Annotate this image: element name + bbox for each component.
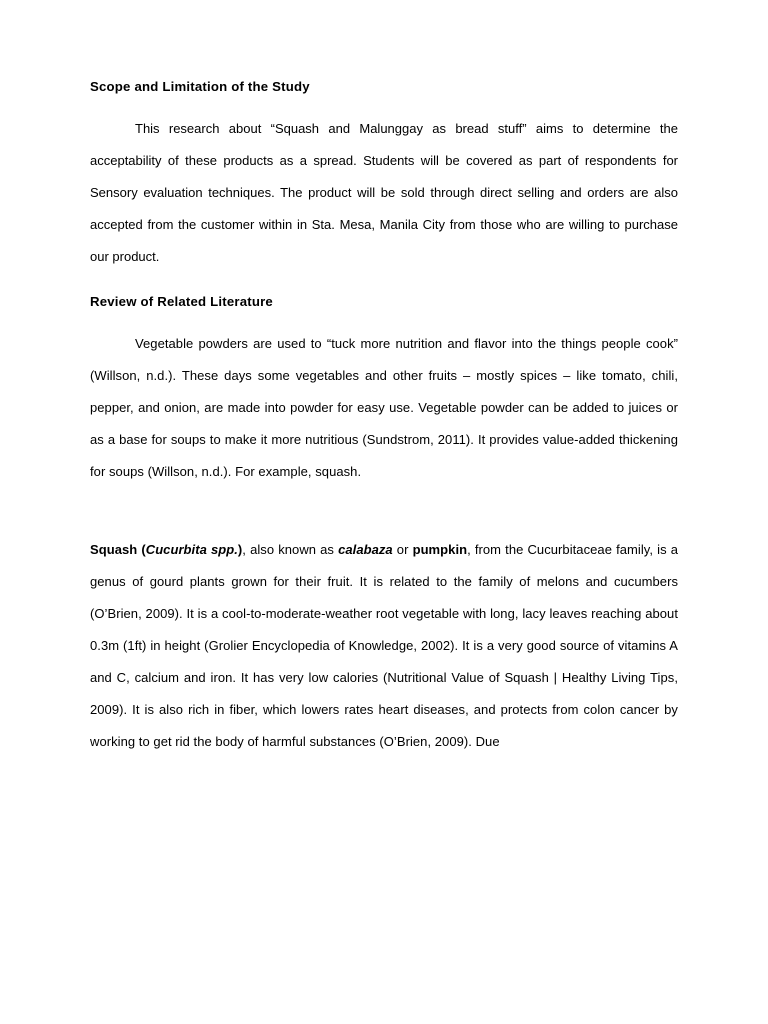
squash-term-close: ) bbox=[237, 542, 243, 558]
paragraph-squash bbox=[90, 534, 678, 758]
squash-text-a: , also known as bbox=[242, 542, 339, 558]
squash-alias-calabaza: calabaza bbox=[338, 542, 393, 558]
paragraph-vegetable-powders: Vegetable powders are used to “tuck more nutrition and flavor into the things people cook” (Willson, n.d.). These days some vegetables and other fruits – mostly spices – like tomato, chili, pepper, and onion, are made into powder for easy use. Vegetable powder can be added to juices or as a base for soups to make it more nutritious (Sundstrom, 2011). It provides value-added thickening for soups (Willson, n.d.). For example, squash. bbox=[90, 336, 678, 480]
squash-term-open: Squash ( bbox=[90, 542, 146, 558]
spacer bbox=[90, 310, 678, 328]
spacer bbox=[90, 273, 678, 293]
spacer bbox=[90, 95, 678, 113]
squash-alias-pumpkin: pumpkin bbox=[412, 542, 468, 558]
squash-text-b: or bbox=[392, 542, 413, 558]
section-heading-scope: Scope and Limitation of the Study bbox=[90, 79, 310, 94]
squash-text-c: , from the Cucurbitaceae family, is a genus of gourd plants grown for their fruit. It is related to the family of melons and cucumbers (O’Brien, 2009). It is a cool-to-moderate-weather root vegetable with long, lacy leaves reaching about 0.3m (1ft) in height (Grolier Encyclopedia of Knowledge, 2002). It is a very good source of vitamins A and C, calcium and iron. It has very low calories (Nutritional Value of Squash | Healthy Living Tips, 2009). It is also rich in fiber, which lowers rates heart diseases, and protects from colon cancer by working to get rid the body of harmful substances (O’Brien, 2009). Due bbox=[90, 542, 679, 750]
paragraph-scope: This research about “Squash and Malunggay as bread stuff” aims to determine the acceptability of these products as a spread. Students will be covered as part of respondents for Sensory evaluation techniques. The product will be sold through direct selling and orders are also accepted from the customer within in Sta. Mesa, Manila City from those who are willing to purchase our product. bbox=[90, 121, 678, 265]
document-body bbox=[90, 78, 678, 758]
section-heading-review: Review of Related Literature bbox=[90, 294, 273, 310]
squash-scientific-name: Cucurbita spp. bbox=[145, 542, 238, 558]
spacer bbox=[90, 488, 678, 534]
